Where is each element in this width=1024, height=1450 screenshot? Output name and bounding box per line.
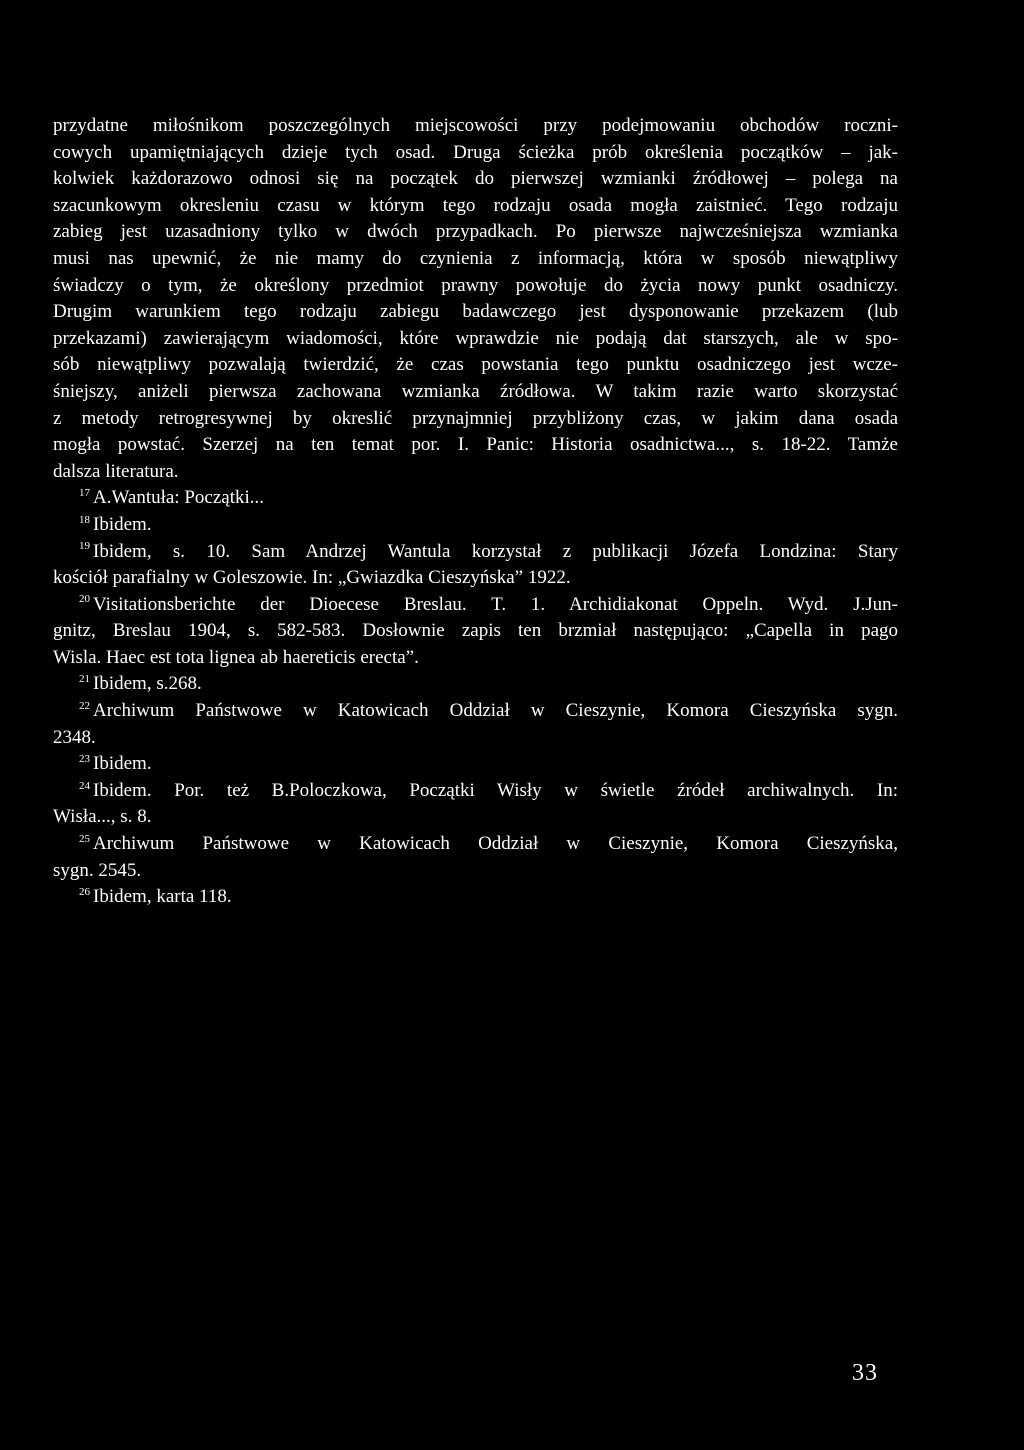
paragraph-line: dalsza literatura. [53,460,179,482]
paragraph-line: świadczy o tym, że określony przedmiot prawny powołuje do życia nowy punkt osadniczy. [53,274,898,296]
footnote-23 [53,751,898,778]
footnote-26 [53,884,898,911]
footnote-text: Ibidem, s. 10. Sam Andrzej Wantula korzystał z publikacji Józefa Londzina: Stary [93,540,898,562]
footnote-24 [53,778,898,831]
paragraph-line: sób niewątpliwy pozwalają twierdzić, że czas powstania tego punktu osadniczego jest wcze- [53,354,898,376]
paragraph-line: kolwiek każdorazowo odnosi się na początek do pierwszej wzmianki źródłowej – polega na [53,168,898,190]
paragraph-line: musi nas upewnić, że nie mamy do czynienia z informacją, która w sposób niewątpliwy [53,247,898,269]
footnote-19 [53,539,898,592]
footnote-number: 22 [79,699,90,712]
footnote-text: Ibidem. [93,753,152,775]
footnote-text: kościół parafialny w Goleszowie. In: „Gwiazdka Cieszyńska” 1922. [53,567,571,589]
paragraph-line: śniejszy, aniżeli pierwsza zachowana wzmianka źródłowa. W takim razie warto skorzystać [53,380,898,402]
footnote-21 [53,671,898,698]
footnote-25 [53,831,898,884]
footnote-text: Ibidem, s.268. [93,673,202,695]
footnote-text: Archiwum Państwowe w Katowicach Oddział w Cieszynie, Komora Cieszyńska, [93,833,898,855]
footnote-text: Wisla. Haec est tota lignea ab haereticis erecta”. [53,646,419,668]
footnote-20 [53,592,898,672]
footnote-18 [53,512,898,539]
footnote-number: 26 [79,885,90,898]
paragraph-line: przydatne miłośnikom poszczególnych miejscowości przy podejmowaniu obchodów roczni- [53,115,898,136]
footnote-number: 19 [79,540,90,553]
footnote-22 [53,698,898,751]
paragraph-line: szacunkowym okresleniu czasu w którym tego rodzaju osada mogła zaistnieć. Tego rodzaju [53,194,898,216]
paragraph-line: zabieg jest uzasadniony tylko w dwóch przypadkach. Po pierwsze najwcześniejsza wzmianka [53,221,898,243]
footnote-number: 25 [79,832,90,845]
footnote-text: Wisła..., s. 8. [53,806,152,828]
footnote-text: Visitationsberichte der Dioecese Breslau. T. 1. Archidiakonat Oppeln. Wyd. J.Jun- [93,593,898,615]
footnote-number: 21 [79,673,90,686]
paragraph-line: cowych upamiętniających dzieje tych osad. Druga ścieżka prób określenia początków – jak- [53,141,898,163]
paragraph-line: przekazami) zawierającym wiadomości, które wprawdzie nie podają dat starszych, ale w spo- [53,327,898,349]
footnote-number: 23 [79,752,90,765]
text-block [53,113,898,911]
page-number: 33 [852,1360,878,1386]
footnote-number: 17 [79,486,90,499]
footnote-text: Ibidem, karta 118. [93,886,232,908]
body-paragraph [53,113,898,485]
footnote-text: sygn. 2545. [53,859,142,881]
footnote-text: gnitz, Breslau 1904, s. 582-583. Dosłownie zapis ten brzmiał następująco: „Capella in pago [53,620,898,642]
footnote-number: 24 [79,779,90,792]
paragraph-line: z metody retrogresywnej by okreslić przynajmniej przybliżony czas, w jakim dana osada [53,407,898,429]
footnote-text: A.Wantuła: Początki... [93,487,265,509]
footnote-number: 18 [79,513,90,526]
footnote-text: Ibidem. Por. też B.Poloczkowa, Początki Wisły w świetle źródeł archiwalnych. In: [93,779,898,801]
footnote-text: 2348. [53,726,96,748]
paragraph-line: mogła powstać. Szerzej na ten temat por. I. Panic: Historia osadnictwa..., s. 18-22. Tamże [53,434,898,456]
paragraph-line: Drugim warunkiem tego rodzaju zabiegu badawczego jest dysponowanie przekazem (lub [53,301,898,323]
footnote-17 [53,485,898,512]
footnote-text: Ibidem. [93,513,152,535]
footnote-text: Archiwum Państwowe w Katowicach Oddział w Cieszynie, Komora Cieszyńska sygn. [93,700,898,722]
footnote-number: 20 [79,593,90,606]
